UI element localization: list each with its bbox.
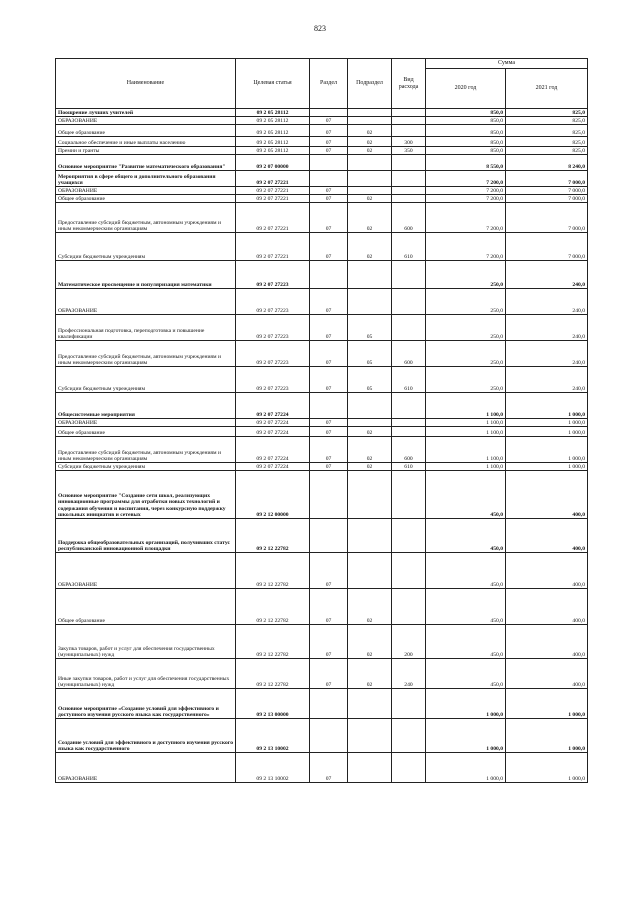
table-row — [56, 589, 588, 625]
cell-section: 07 — [310, 553, 348, 589]
table-row — [56, 463, 588, 471]
cell-name: Основное мероприятие "Создание сети школ, реализующих инновационные программы для отработки новых технологий и содержания обучения и воспитания, через конкурсную поддержку школьных инициатив и сетевых — [56, 471, 236, 519]
cell-article: 09 2 13 10002 — [236, 719, 310, 753]
cell-expense-type — [392, 519, 426, 553]
cell-2021: 1 000,0 — [506, 419, 588, 427]
cell-section: 07 — [310, 125, 348, 137]
cell-name: Субсидии бюджетным учреждениям — [56, 367, 236, 393]
cell-article: 09 2 12 00000 — [236, 471, 310, 519]
cell-article: 09 2 13 00000 — [236, 689, 310, 719]
cell-name: Субсидии бюджетным учреждениям — [56, 233, 236, 261]
table-row — [56, 427, 588, 437]
cell-section: 07 — [310, 137, 348, 147]
table-row — [56, 659, 588, 689]
table-row — [56, 553, 588, 589]
cell-2020: 7 200,0 — [426, 233, 506, 261]
cell-2020: 8 550,0 — [426, 155, 506, 171]
cell-section — [310, 171, 348, 187]
cell-name: Иные закупки товаров, работ и услуг для обеспечения государственных (муниципальных) нужд — [56, 659, 236, 689]
table-row — [56, 419, 588, 427]
cell-expense-type: 600 — [392, 437, 426, 463]
cell-subsection: 02 — [348, 203, 392, 233]
cell-section: 07 — [310, 437, 348, 463]
table-row — [56, 289, 588, 315]
cell-article: 09 2 05 28112 — [236, 137, 310, 147]
cell-2021: 8 240,0 — [506, 155, 588, 171]
cell-name: Поддержка общеобразовательных организаций, получивших статус республиканской инновационной площадки — [56, 519, 236, 553]
cell-2020: 7 200,0 — [426, 171, 506, 187]
cell-2021: 1 000,0 — [506, 437, 588, 463]
cell-expense-type: 240 — [392, 659, 426, 689]
cell-article: 09 2 05 28112 — [236, 147, 310, 155]
table-row — [56, 147, 588, 155]
cell-section — [310, 393, 348, 419]
cell-2021: 7 000,0 — [506, 203, 588, 233]
cell-2020: 850,0 — [426, 147, 506, 155]
cell-subsection: 02 — [348, 463, 392, 471]
cell-name: Общее образование — [56, 427, 236, 437]
table-row — [56, 187, 588, 195]
cell-section: 07 — [310, 117, 348, 125]
cell-subsection: 02 — [348, 195, 392, 203]
cell-subsection: 02 — [348, 659, 392, 689]
cell-article: 09 2 12 22782 — [236, 625, 310, 659]
cell-expense-type — [392, 589, 426, 625]
cell-2020: 250,0 — [426, 289, 506, 315]
cell-name: Премии и гранты — [56, 147, 236, 155]
cell-subsection: 02 — [348, 137, 392, 147]
cell-article: 09 2 12 22782 — [236, 589, 310, 625]
cell-name: Закупка товаров, работ и услуг для обеспечения государственных (муниципальных) нужд — [56, 625, 236, 659]
cell-2021: 825,0 — [506, 109, 588, 117]
cell-name: ОБРАЗОВАНИЕ — [56, 289, 236, 315]
cell-name: Основное мероприятие "Развитие математического образования" — [56, 155, 236, 171]
cell-2020: 1 100,0 — [426, 427, 506, 437]
cell-2021: 1 000,0 — [506, 753, 588, 783]
cell-2021: 240,0 — [506, 289, 588, 315]
cell-section: 07 — [310, 315, 348, 341]
table-row — [56, 393, 588, 419]
cell-expense-type: 610 — [392, 463, 426, 471]
cell-expense-type: 600 — [392, 341, 426, 367]
cell-subsection — [348, 261, 392, 289]
cell-name: Математическое просвещение и популяризация математики — [56, 261, 236, 289]
cell-name: Профессиональная подготовка, переподготовка и повышение квалификации — [56, 315, 236, 341]
cell-expense-type — [392, 419, 426, 427]
cell-name: Создание условий для эффективного и доступного изучения русского языка как государственного — [56, 719, 236, 753]
cell-name: Социальное обеспечение и иные выплаты населению — [56, 137, 236, 147]
cell-2021: 400,0 — [506, 625, 588, 659]
cell-article: 09 2 12 22782 — [236, 659, 310, 689]
cell-2020: 450,0 — [426, 625, 506, 659]
header-subsection: Подраздел — [348, 59, 392, 109]
cell-2020: 450,0 — [426, 471, 506, 519]
cell-expense-type — [392, 187, 426, 195]
table-row — [56, 519, 588, 553]
cell-expense-type — [392, 171, 426, 187]
header-expense-type: Вид расхода — [392, 59, 426, 109]
table-body — [56, 109, 588, 783]
cell-2020: 450,0 — [426, 553, 506, 589]
cell-2021: 400,0 — [506, 471, 588, 519]
cell-article: 09 2 12 22782 — [236, 519, 310, 553]
table-row — [56, 261, 588, 289]
cell-subsection — [348, 519, 392, 553]
header-article: Целевая статья — [236, 59, 310, 109]
cell-section — [310, 109, 348, 117]
cell-section — [310, 689, 348, 719]
cell-name: ОБРАЗОВАНИЕ — [56, 419, 236, 427]
table-row — [56, 171, 588, 187]
cell-2020: 250,0 — [426, 367, 506, 393]
cell-subsection: 05 — [348, 315, 392, 341]
cell-2020: 250,0 — [426, 261, 506, 289]
cell-article: 09 2 07 27221 — [236, 203, 310, 233]
cell-article: 09 2 07 27223 — [236, 367, 310, 393]
cell-section — [310, 261, 348, 289]
cell-2020: 250,0 — [426, 315, 506, 341]
cell-2021: 7 000,0 — [506, 233, 588, 261]
cell-article: 09 2 07 27224 — [236, 437, 310, 463]
cell-article: 09 2 07 27224 — [236, 393, 310, 419]
cell-2021: 825,0 — [506, 147, 588, 155]
cell-name: ОБРАЗОВАНИЕ — [56, 753, 236, 783]
cell-2021: 7 000,0 — [506, 171, 588, 187]
cell-2021: 1 000,0 — [506, 719, 588, 753]
cell-expense-type — [392, 689, 426, 719]
page-number: 823 — [314, 24, 326, 33]
cell-subsection: 02 — [348, 233, 392, 261]
table-row — [56, 117, 588, 125]
budget-table — [55, 58, 588, 783]
cell-name: Предоставление субсидий бюджетным, автономным учреждениям и иным некоммерческим организациям — [56, 203, 236, 233]
cell-expense-type: 200 — [392, 625, 426, 659]
cell-subsection: 05 — [348, 341, 392, 367]
cell-article: 09 2 07 27223 — [236, 341, 310, 367]
table-row — [56, 437, 588, 463]
table-row — [56, 341, 588, 367]
cell-expense-type: 610 — [392, 233, 426, 261]
cell-2021: 240,0 — [506, 261, 588, 289]
cell-section: 07 — [310, 195, 348, 203]
cell-expense-type — [392, 155, 426, 171]
cell-2020: 1 100,0 — [426, 463, 506, 471]
cell-section: 07 — [310, 233, 348, 261]
cell-2020: 7 200,0 — [426, 195, 506, 203]
cell-name: Мероприятия в сфере общего и дополнительного образования учащихся — [56, 171, 236, 187]
table-row — [56, 137, 588, 147]
cell-article: 09 2 07 27223 — [236, 261, 310, 289]
cell-2020: 850,0 — [426, 137, 506, 147]
cell-subsection: 02 — [348, 437, 392, 463]
cell-section: 07 — [310, 419, 348, 427]
table-row — [56, 719, 588, 753]
cell-2020: 450,0 — [426, 589, 506, 625]
cell-article: 09 2 07 27224 — [236, 419, 310, 427]
cell-2020: 1 100,0 — [426, 393, 506, 419]
cell-2021: 1 000,0 — [506, 427, 588, 437]
cell-section: 07 — [310, 187, 348, 195]
table-row — [56, 471, 588, 519]
cell-subsection — [348, 419, 392, 427]
cell-2021: 400,0 — [506, 519, 588, 553]
cell-expense-type — [392, 553, 426, 589]
cell-expense-type — [392, 289, 426, 315]
cell-subsection — [348, 289, 392, 315]
table-row — [56, 233, 588, 261]
cell-name: Общесистемные мероприятия — [56, 393, 236, 419]
cell-expense-type — [392, 315, 426, 341]
table-row — [56, 367, 588, 393]
cell-2021: 1 000,0 — [506, 689, 588, 719]
cell-subsection — [348, 719, 392, 753]
cell-expense-type: 350 — [392, 147, 426, 155]
cell-section — [310, 155, 348, 171]
cell-name: Общее образование — [56, 589, 236, 625]
cell-subsection — [348, 689, 392, 719]
cell-2020: 1 000,0 — [426, 719, 506, 753]
cell-article: 09 2 07 27221 — [236, 187, 310, 195]
cell-expense-type — [392, 753, 426, 783]
cell-2021: 240,0 — [506, 315, 588, 341]
cell-section: 07 — [310, 659, 348, 689]
cell-article: 09 2 07 27224 — [236, 463, 310, 471]
cell-article: 09 2 07 27221 — [236, 171, 310, 187]
cell-name: Общее образование — [56, 125, 236, 137]
cell-2020: 1 000,0 — [426, 753, 506, 783]
cell-article: 09 2 05 28112 — [236, 117, 310, 125]
cell-subsection — [348, 393, 392, 419]
cell-2020: 7 200,0 — [426, 187, 506, 195]
cell-expense-type: 610 — [392, 367, 426, 393]
cell-article: 09 2 13 10002 — [236, 753, 310, 783]
header-year-2020: 2020 год — [426, 69, 506, 109]
cell-article: 09 2 07 27224 — [236, 427, 310, 437]
cell-2020: 450,0 — [426, 519, 506, 553]
cell-expense-type — [392, 117, 426, 125]
cell-2020: 250,0 — [426, 341, 506, 367]
cell-section: 07 — [310, 203, 348, 233]
cell-section: 07 — [310, 463, 348, 471]
cell-expense-type — [392, 109, 426, 117]
cell-section: 07 — [310, 589, 348, 625]
cell-article: 09 2 05 28112 — [236, 109, 310, 117]
table-row — [56, 689, 588, 719]
cell-expense-type — [392, 471, 426, 519]
cell-subsection — [348, 553, 392, 589]
cell-name: ОБРАЗОВАНИЕ — [56, 553, 236, 589]
cell-section — [310, 519, 348, 553]
header-section: Раздел — [310, 59, 348, 109]
table-row — [56, 753, 588, 783]
cell-article: 09 2 07 27223 — [236, 315, 310, 341]
cell-section: 07 — [310, 753, 348, 783]
cell-2021: 825,0 — [506, 125, 588, 137]
cell-expense-type: 300 — [392, 137, 426, 147]
cell-expense-type — [392, 195, 426, 203]
cell-2021: 825,0 — [506, 137, 588, 147]
cell-2021: 7 000,0 — [506, 195, 588, 203]
cell-name: ОБРАЗОВАНИЕ — [56, 187, 236, 195]
cell-article: 09 2 07 27221 — [236, 195, 310, 203]
cell-name: Основное мероприятие «Создание условий для эффективного и доступного изучения русского языка как государственного» — [56, 689, 236, 719]
cell-subsection — [348, 117, 392, 125]
cell-2021: 400,0 — [506, 553, 588, 589]
cell-2020: 850,0 — [426, 125, 506, 137]
cell-2021: 240,0 — [506, 367, 588, 393]
cell-name: Предоставление субсидий бюджетным, автономным учреждениям и иным некоммерческим организациям — [56, 341, 236, 367]
cell-section: 07 — [310, 341, 348, 367]
cell-subsection — [348, 171, 392, 187]
cell-subsection — [348, 471, 392, 519]
header-year-2021: 2021 год — [506, 69, 588, 109]
cell-2021: 400,0 — [506, 659, 588, 689]
table-row — [56, 155, 588, 171]
cell-expense-type: 600 — [392, 203, 426, 233]
table-row — [56, 203, 588, 233]
cell-section: 07 — [310, 289, 348, 315]
cell-2020: 1 100,0 — [426, 419, 506, 427]
cell-expense-type — [392, 719, 426, 753]
table-row — [56, 625, 588, 659]
cell-article: 09 2 07 00000 — [236, 155, 310, 171]
cell-article: 09 2 12 22782 — [236, 553, 310, 589]
cell-article: 09 2 05 28112 — [236, 125, 310, 137]
cell-subsection: 05 — [348, 367, 392, 393]
cell-expense-type — [392, 261, 426, 289]
cell-subsection: 02 — [348, 125, 392, 137]
cell-2021: 240,0 — [506, 341, 588, 367]
header-name: Наименование — [56, 59, 236, 109]
header-sum: Сумма — [426, 59, 588, 69]
cell-2020: 1 100,0 — [426, 437, 506, 463]
cell-name: Субсидии бюджетным учреждениям — [56, 463, 236, 471]
cell-2020: 1 000,0 — [426, 689, 506, 719]
cell-article: 09 2 07 27221 — [236, 233, 310, 261]
cell-name: Поощрение лучших учителей — [56, 109, 236, 117]
cell-2021: 7 000,0 — [506, 187, 588, 195]
table-row — [56, 125, 588, 137]
cell-2020: 850,0 — [426, 117, 506, 125]
cell-2021: 825,0 — [506, 117, 588, 125]
cell-2021: 1 000,0 — [506, 393, 588, 419]
cell-subsection: 02 — [348, 147, 392, 155]
cell-section — [310, 719, 348, 753]
cell-2021: 400,0 — [506, 589, 588, 625]
cell-2020: 450,0 — [426, 659, 506, 689]
cell-subsection: 02 — [348, 625, 392, 659]
cell-section: 07 — [310, 147, 348, 155]
cell-2020: 850,0 — [426, 109, 506, 117]
cell-article: 09 2 07 27223 — [236, 289, 310, 315]
cell-section: 07 — [310, 625, 348, 659]
cell-section: 07 — [310, 367, 348, 393]
table-row — [56, 195, 588, 203]
cell-subsection — [348, 187, 392, 195]
cell-2020: 7 200,0 — [426, 203, 506, 233]
cell-subsection: 02 — [348, 589, 392, 625]
cell-section — [310, 471, 348, 519]
cell-name: ОБРАЗОВАНИЕ — [56, 117, 236, 125]
cell-name: Общее образование — [56, 195, 236, 203]
cell-expense-type — [392, 393, 426, 419]
cell-subsection — [348, 155, 392, 171]
cell-2021: 1 000,0 — [506, 463, 588, 471]
cell-subsection — [348, 109, 392, 117]
cell-subsection: 02 — [348, 427, 392, 437]
table-row — [56, 109, 588, 117]
cell-expense-type — [392, 125, 426, 137]
cell-section: 07 — [310, 427, 348, 437]
cell-name: Предоставление субсидий бюджетным, автономным учреждениям и иным некоммерческим организациям — [56, 437, 236, 463]
cell-expense-type — [392, 427, 426, 437]
cell-subsection — [348, 753, 392, 783]
table-row — [56, 315, 588, 341]
